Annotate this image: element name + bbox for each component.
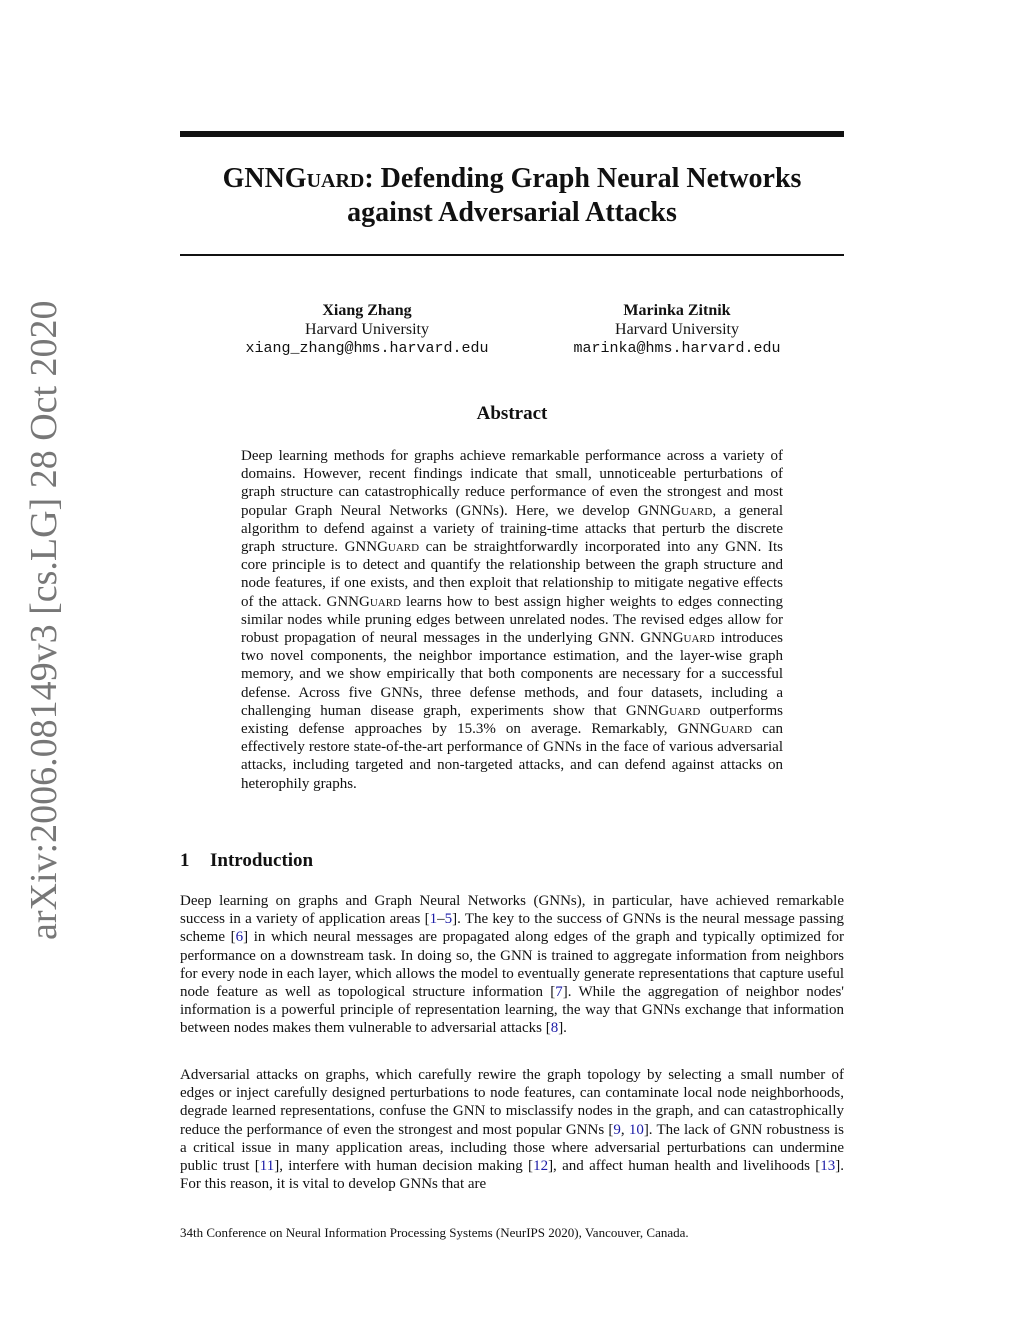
citation-link[interactable]: 12 (533, 1158, 549, 1175)
abstract-heading: Abstract (476, 403, 548, 424)
author-block-2 (517, 301, 837, 358)
arxiv-identifier: arXiv:2006.08149v3 [cs.LG] 28 Oct 2020 (23, 300, 65, 940)
author-affiliation: Harvard University (615, 321, 739, 338)
section-number: 1 (180, 850, 190, 871)
citation-link[interactable]: 11 (259, 1158, 275, 1175)
intro-paragraph-1: Deep learning on graphs and Graph Neural Networks (GNNs), in particular, have achieved remarkable success in a variety of application areas [1–5]. The key to the success of GNNs is the neural message passing scheme [6] in which neural messages are propagated along edges of the graph and typically optimized for performance on a downstream task. In doing so, the GNN is trained to aggregate information from neighbors for every node in each layer, which allows the model to eventually generate representations that capture useful node feature as well as topological structure information [7]. While the aggregation of neighbor nodes' information is a powerful principle of representation learning, the way that GNNs exchange that information between nodes makes them vulnerable to adversarial attacks [8]. (180, 893, 844, 1037)
citation-link[interactable]: 1 (429, 911, 438, 928)
citation-link[interactable]: 7 (555, 984, 563, 1001)
author-affiliation: Harvard University (305, 321, 429, 338)
paper-title (180, 162, 844, 230)
system-name: GNNGuard (640, 630, 715, 647)
citation-link[interactable]: 13 (820, 1158, 836, 1175)
system-name: GNNGuard (625, 702, 701, 719)
citation-link[interactable]: 8 (550, 1020, 559, 1037)
title-rest: : Defending Graph Neural Networks (364, 163, 802, 194)
intro-paragraph-2: Adversarial attacks on graphs, which carefully rewire the graph topology by selecting a small number of edges or inject carefully designed perturbations to node features, can contaminate local node neighborhoods, degrade learned representations, confuse the GNN to misclassify nodes in the graph, and can catastrophically reduce the performance of even the strongest and most popular GNNs [9, 10]. The lack of GNN robustness is a critical issue in many application areas, including those where adversarial perturbations can undermine public trust [11], interfere with human decision making [12], and affect human health and livelihoods [13]. For this reason, it is vital to develop GNNs that are (180, 1067, 845, 1193)
title-system-name: GNNGuard (222, 163, 365, 194)
conference-footnote: 34th Conference on Neural Information Processing Systems (NeurIPS 2020), Vancouver, Canada. (180, 1225, 689, 1240)
author-email[interactable]: marinka@hms.harvard.edu (573, 340, 781, 357)
author-name: Marinka Zitnik (623, 302, 731, 319)
system-name: GNNGuard (677, 721, 753, 738)
system-name: GNNGuard (344, 539, 420, 556)
citation-link[interactable]: 9 (613, 1121, 621, 1138)
citation-link[interactable]: 6 (235, 929, 244, 946)
abstract-text: Deep learning methods for graphs achieve remarkable performance across a variety of domains. However, recent findings indicate that small, unnoticeable perturbations of graph structure can catastrophically reduce performance of even the strongest and most popular Graph Neural Networks (GNNs). Here, we develop GNNGuard, a general algorithm to defend against a variety of training-time attacks that perturb the discrete graph structure. GNNGuard can be straightforwardly incorporated into any GNN. Its core principle is to detect and quantify the relationship between the graph structure and node features, if one exists, and then exploit that relationship to mitigate negative effects of the attack. GNNGuard learns how to best assign higher weights to edges connecting similar nodes while pruning edges between unrelated nodes. The revised edges allow for robust propagation of neural messages in the underlying GNN. GNNGuard introduces two novel components, the neighbor importance estimation, and the layer-wise graph memory, and we show empirically that both components are necessary for a successful defense. Across five GNNs, three defense methods, and four datasets, including a challenging human disease graph, experiments show that GNNGuard outperforms existing defense approaches by 15.3% on average. Remarkably, GNNGuard can effectively restore state-of-the-art performance of GNNs in the face of various adversarial attacks, including targeted and non-targeted attacks, and can defend against attacks on heterophily graphs. (241, 448, 784, 792)
author-block-1 (207, 301, 527, 358)
title-line-2: against Adversarial Attacks (347, 197, 677, 228)
system-name: GNNGuard (326, 593, 401, 610)
author-name: Xiang Zhang (322, 302, 412, 319)
section-heading-introduction (180, 850, 313, 872)
citation-link[interactable]: 5 (444, 911, 453, 928)
title-top-rule (180, 131, 844, 137)
section-title: Introduction (210, 850, 314, 871)
citation-link[interactable]: 10 (628, 1121, 644, 1138)
system-name: GNNGuard (637, 502, 713, 519)
author-email[interactable]: xiang_zhang@hms.harvard.edu (245, 340, 489, 357)
title-bottom-rule (180, 254, 844, 256)
